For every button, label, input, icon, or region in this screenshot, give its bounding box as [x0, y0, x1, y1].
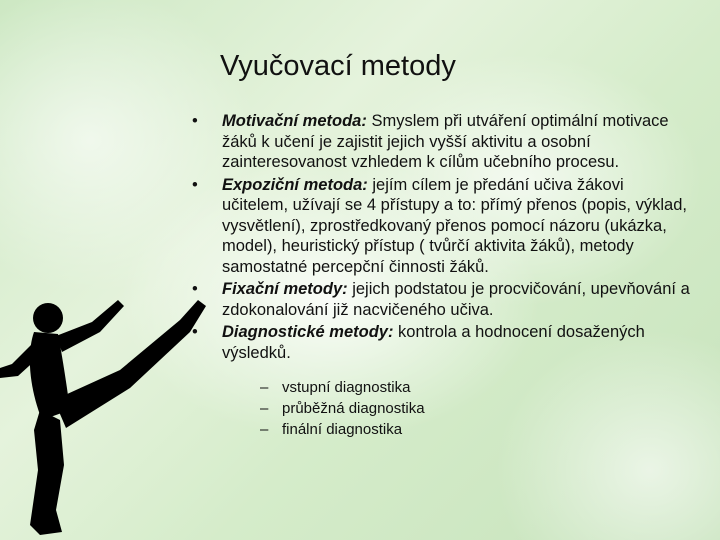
bullet-text: Smyslem při utváření optimální motivace žáků k učení je zajistit jejich vyšší aktivitu a osobní zainteresovanost vzhledem k cílům učebního procesu. — [222, 112, 669, 171]
slide-content — [192, 111, 692, 442]
bullet-list — [192, 111, 692, 440]
bullet-term: Fixační metody: — [222, 280, 348, 298]
karate-silhouette-icon — [0, 260, 220, 540]
bullet-marker: • — [192, 280, 198, 298]
dash-marker: – — [260, 400, 269, 417]
bullet-term: Diagnostické metody: — [222, 323, 394, 341]
bullet-text: jejím cílem je předání učiva žákovi učitelem, užívají se 4 přístupy a to: přímý přenos (popis, výklad, vysvětlení), zprostředkovaný přenos pomocí názoru (ukázka, model), heuristický přístup ( tvůrčí aktivita žáků), metody samostatné percepční činnosti žáků. — [222, 175, 687, 276]
sub-item-label: vstupní diagnostika — [282, 379, 411, 396]
bullet-text: kontrola a hodnocení dosažených výsledků. — [222, 323, 645, 362]
bullet-exposition — [192, 175, 692, 278]
sub-item-label: finální diagnostika — [282, 421, 403, 438]
slide-title: Vyučovací metody — [220, 50, 456, 82]
bullet-motivation — [192, 111, 692, 173]
bullet-marker: • — [192, 175, 198, 194]
bullet-marker: • — [192, 323, 198, 341]
sub-item-ongoing — [260, 398, 692, 419]
bullet-term: Motivační metoda: — [222, 112, 367, 130]
sub-item-label: průběžná diagnostika — [282, 400, 425, 417]
bullet-text: jejich podstatou je procvičování, upevňování a zdokonalování již nacvičeného učiva. — [222, 280, 690, 319]
bullet-marker: • — [192, 112, 198, 130]
bullet-fixation — [192, 279, 692, 320]
bullet-term: Expoziční metoda: — [222, 175, 368, 194]
bullet-diagnostic — [192, 322, 692, 440]
diagnostic-sub-list — [260, 377, 692, 440]
sub-item-final — [260, 419, 692, 440]
dash-marker: – — [260, 421, 269, 438]
sub-item-entry — [260, 377, 692, 398]
dash-marker: – — [260, 379, 269, 396]
